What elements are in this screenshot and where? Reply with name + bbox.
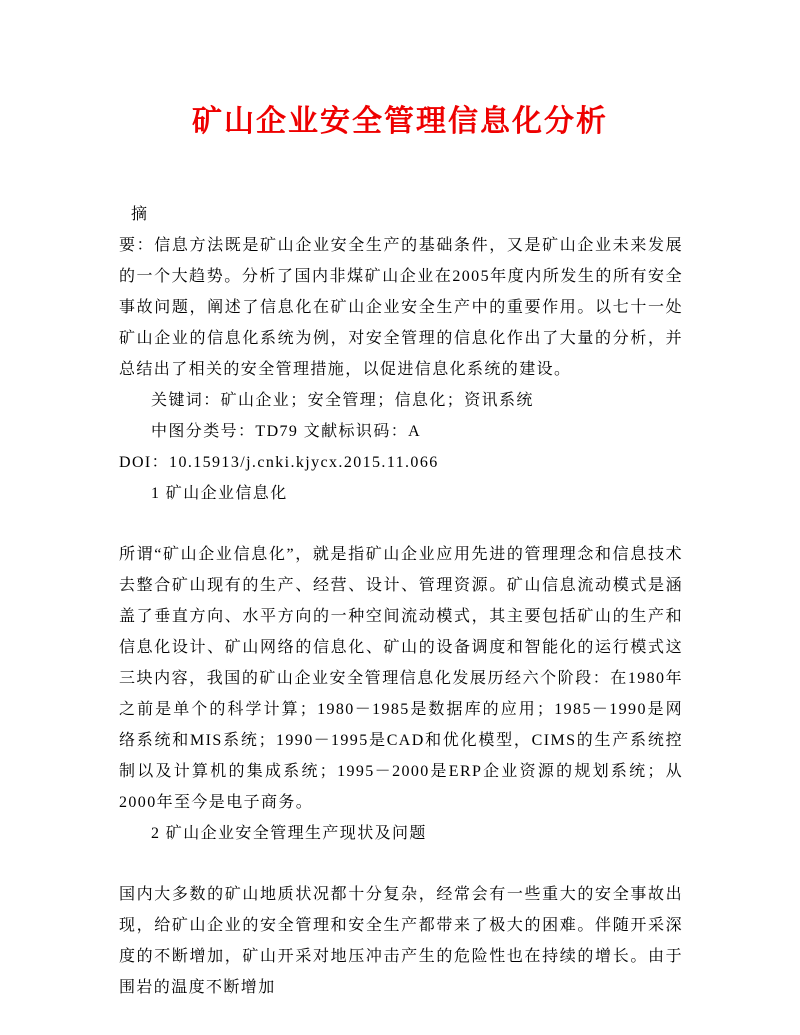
paragraph: 所谓“矿山企业信息化”，就是指矿山企业应用先进的管理理念和信息技术去整合矿山现有的生产、经营、设计、管理资源。矿山信息流动模式是涵盖了垂直方向、水平方向的一种空间流动模式，其主要包括矿山的生产和信息化设计、矿山网络的信息化、矿山的设备调度和智能化的运行模式这三块内容，我国的矿山企业安全管理信息化发展历经六个阶段：在1980年之前是单个的科学计算；1980－1985是数据库的应用；1985－1990是网络系统和MIS系统；1990－1995是CAD和优化模型，CIMS的生产系统控制以及计算机的集成系统；1995－2000是ERP企业资源的规划系统；从2000年至今是电子商务。 [119,546,683,811]
paragraph: 国内大多数的矿山地质状况都十分复杂，经常会有一些重大的安全事故出现，给矿山企业的安全管理和安全生产都带来了极大的困难。伴随开采深度的不断增加，矿山开采对地压冲击产生的危险性也在持续的增长。由于围岩的温度不断增加 [119,886,683,996]
document-body [119,199,683,1003]
paragraph: 摘 [131,206,149,223]
paragraph: 1 矿山企业信息化 [151,485,288,502]
paragraph: DOI：10.15913/j.cnki.kjycx.2015.11.066 [119,454,439,471]
paragraph: 中图分类号：TD79 文献标识码：A [151,423,422,440]
document-title: 矿山企业安全管理信息化分析 [192,105,608,138]
paragraph: 要：信息方法既是矿山企业安全生产的基础条件，又是矿山企业未来发展的一个大趋势。分析了国内非煤矿山企业在2005年度内所发生的所有安全事故问题，阐述了信息化在矿山企业安全生产中的重要作用。以七十一处矿山企业的信息化系统为例，对安全管理的信息化作出了大量的分析，并总结出了相关的安全管理措施，以促进信息化系统的建设。 [119,237,683,378]
paragraph: 2 矿山企业安全管理生产现状及问题 [151,825,427,842]
paragraph: 关键词：矿山企业；安全管理；信息化；资讯系统 [151,392,534,409]
